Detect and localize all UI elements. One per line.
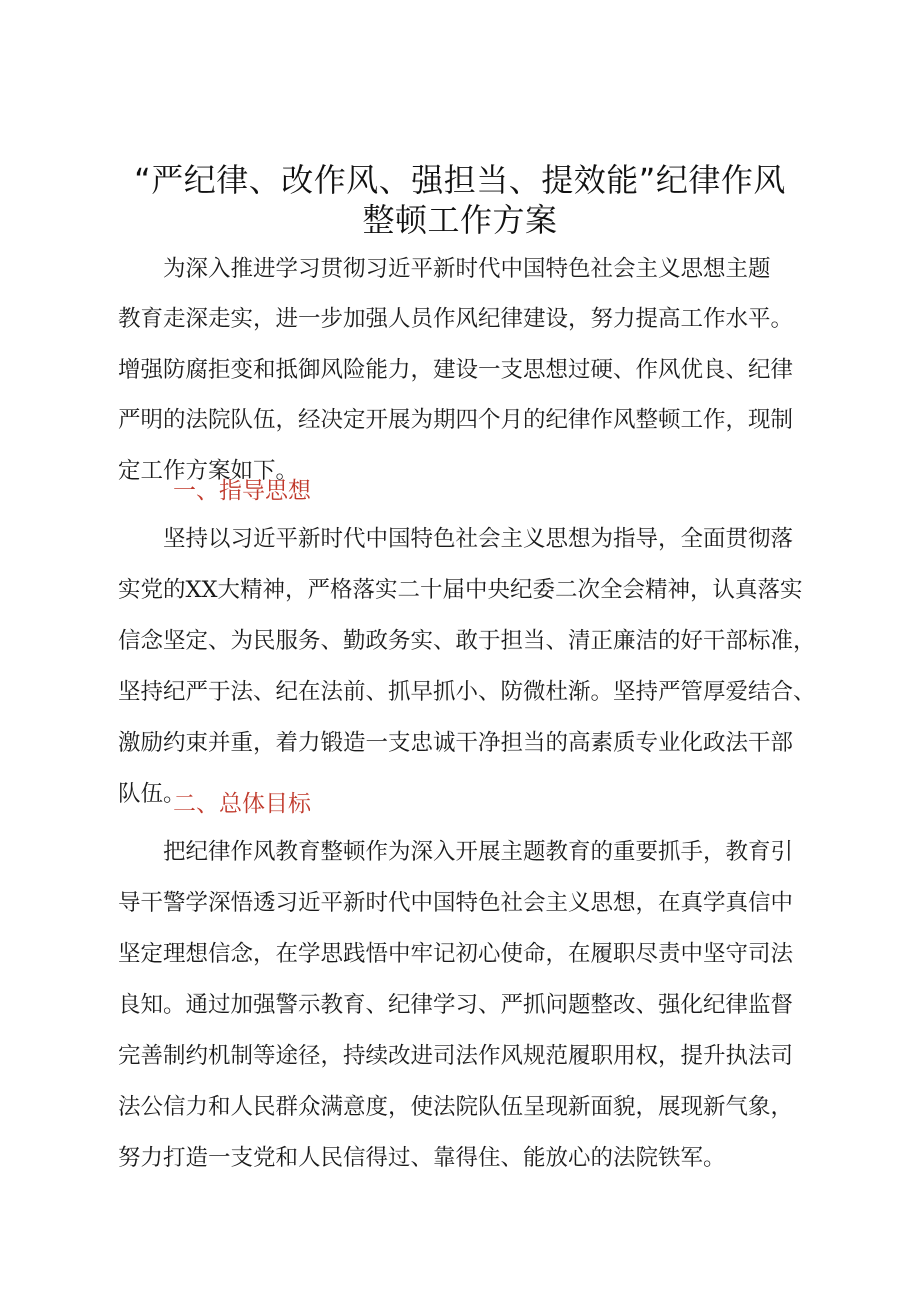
section1-line-1: 坚持以习近平新时代中国特色社会主义思想为指导，全面贯彻落 (118, 526, 794, 552)
section2-line-6: 法公信力和人民群众满意度，使法院队伍呈现新面貌，展现新气象， (118, 1094, 794, 1120)
section1-line-5: 激励约束并重，着力锻造一支忠诚干净担当的高素质专业化政法干部 (118, 730, 794, 756)
section1-heading: 一、指导思想 (173, 478, 311, 504)
intro-line-3: 增强防腐拒变和抵御风险能力，建设一支思想过硬、作风优良、纪律 (118, 357, 794, 383)
section2-line-1: 把纪律作风教育整顿作为深入开展主题教育的重要抓手，教育引 (118, 839, 794, 865)
document-title-line-2: 整顿工作方案 (362, 201, 558, 239)
section1-line-3: 信念坚定、为民服务、勤政务实、敢于担当、清正廉洁的好干部标准， (118, 628, 816, 654)
section2-heading: 二、总体目标 (173, 791, 311, 817)
intro-line-4: 严明的法院队伍，经决定开展为期四个月的纪律作风整顿工作，现制 (118, 407, 794, 433)
section2-line-2: 导干警学深悟透习近平新时代中国特色社会主义思想，在真学真信中 (118, 890, 794, 916)
intro-line-2: 教育走深走实，进一步加强人员作风纪律建设，努力提高工作水平。 (118, 306, 794, 332)
section2-line-4: 良知。通过加强警示教育、纪律学习、严抓问题整改、强化纪律监督 (118, 992, 794, 1018)
intro-line-1: 为深入推进学习贯彻习近平新时代中国特色社会主义思想主题 (118, 256, 771, 282)
intro-line-5: 定工作方案如下。 (118, 458, 299, 484)
section1-line-2: 实党的XX大精神，严格落实二十届中央纪委二次全会精神，认真落实 (118, 577, 803, 603)
section2-line-3: 坚定理想信念，在学思践悟中牢记初心使命，在履职尽责中坚守司法 (118, 941, 794, 967)
section1-line-6: 队伍。 (118, 781, 186, 807)
section2-line-5: 完善制约机制等途径，持续改进司法作风规范履职用权，提升执法司 (118, 1043, 794, 1069)
section2-line-7: 努力打造一支党和人民信得过、靠得住、能放心的法院铁军。 (118, 1145, 726, 1171)
section1-line-4: 坚持纪严于法、纪在法前、抓早抓小、防微杜渐。坚持严管厚爱结合、 (118, 679, 816, 705)
document-title-line-1: “严纪律、改作风、强担当、提效能”纪律作风 (134, 161, 786, 199)
